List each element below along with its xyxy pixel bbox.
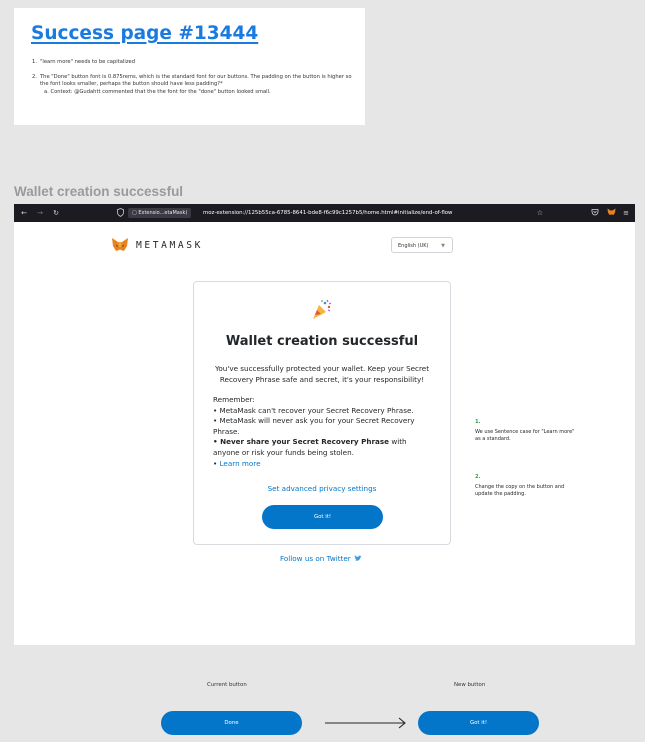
annotation-text: Change the copy on the button and update the padding. bbox=[475, 484, 565, 498]
arrow-right-icon bbox=[325, 716, 407, 730]
list-item-number: 2. bbox=[32, 73, 37, 80]
twitter-bird-icon bbox=[354, 555, 362, 562]
advanced-privacy-link[interactable]: Set advanced privacy settings bbox=[267, 484, 377, 493]
note-card bbox=[14, 8, 365, 125]
metamask-fox-icon bbox=[111, 237, 129, 253]
reminder-item bbox=[213, 459, 435, 470]
note-list bbox=[32, 59, 358, 96]
puzzle-icon: ▢ bbox=[132, 210, 139, 216]
card-description: You've successfully protected your wallet. Keep your Secret Recovery Phrase safe and secret, it's your responsibility! bbox=[214, 364, 430, 384]
reminder-heading: Remember: bbox=[213, 395, 255, 404]
extension-identity-label: Extensio...etaMask) bbox=[138, 210, 188, 216]
forward-icon[interactable]: → bbox=[37, 209, 43, 217]
annotation-text: We use Sentence case for "Learn more" as a standard. bbox=[475, 429, 575, 443]
annotation-number: 1. bbox=[475, 419, 481, 425]
reminder-item: • MetaMask can't recover your Secret Recovery Phrase. bbox=[213, 405, 414, 415]
annotation-number: 2. bbox=[475, 474, 481, 480]
list-item-text: "learn more" needs to be capitalized bbox=[40, 59, 136, 65]
note-title[interactable]: Success page #13444 bbox=[31, 23, 259, 44]
list-item bbox=[32, 74, 358, 97]
reminder-item: • MetaMask will never ask you for your Secret Recovery Phrase. bbox=[213, 416, 415, 436]
reminder-item-bold: • Never share your Secret Recovery Phrase bbox=[213, 437, 390, 447]
reload-icon[interactable]: ↻ bbox=[53, 209, 59, 217]
learn-more-link[interactable]: Learn more bbox=[219, 458, 261, 468]
url-text[interactable]: moz-extension://125b55ca-6785-8641-bde8-f6c99c1257b5/home.html#initialize/end-of-flow bbox=[203, 210, 453, 216]
reminder-item-rest: with anyone or risk your funds being stolen. bbox=[213, 437, 407, 457]
pocket-icon[interactable] bbox=[590, 208, 600, 218]
menu-icon[interactable]: ≡ bbox=[623, 209, 629, 217]
shield-icon[interactable] bbox=[117, 208, 125, 218]
twitter-link-label: Follow us on Twitter bbox=[280, 554, 351, 563]
list-item-number: 1. bbox=[32, 59, 37, 65]
reminder-item bbox=[213, 437, 435, 458]
list-item-text: The "Done" button font is 0.875rems, which is the standard font for our buttons. The padding on the button is higher so the font looks smaller, perhaps the button should have less padding?* bbox=[40, 73, 352, 88]
success-card bbox=[193, 281, 451, 545]
new-got-it-button[interactable]: Got it! bbox=[418, 711, 539, 735]
party-popper-icon bbox=[310, 297, 334, 321]
card-title: Wallet creation successful bbox=[225, 334, 419, 349]
new-button-label: New button bbox=[454, 682, 486, 688]
language-select-value: English (UK) bbox=[398, 243, 429, 249]
annotation-1 bbox=[475, 419, 575, 444]
twitter-link[interactable] bbox=[280, 554, 362, 563]
current-button-label: Current button bbox=[207, 682, 247, 688]
back-icon[interactable]: ← bbox=[21, 209, 27, 217]
chevron-down-icon: ▼ bbox=[441, 243, 445, 249]
current-done-button[interactable]: Done bbox=[161, 711, 302, 735]
got-it-button[interactable]: Got it! bbox=[262, 505, 383, 529]
section-heading: Wallet creation successful bbox=[14, 184, 184, 199]
browser-window bbox=[14, 204, 635, 645]
list-sub-item: a. Context: @Gudahtt commented that the the font for the "done" button looked small. bbox=[44, 88, 271, 95]
annotation-2 bbox=[475, 474, 575, 499]
language-select[interactable] bbox=[391, 237, 453, 253]
url-bar[interactable] bbox=[117, 207, 543, 219]
bookmark-star-icon[interactable]: ☆ bbox=[536, 209, 543, 217]
browser-toolbar bbox=[14, 204, 635, 222]
metamask-extension-icon[interactable] bbox=[606, 208, 616, 218]
bullet-marker: • bbox=[213, 458, 220, 468]
extension-identity-pill[interactable] bbox=[128, 208, 191, 218]
brand-wordmark: METAMASK bbox=[136, 240, 204, 251]
list-item bbox=[32, 59, 358, 67]
reminder-list bbox=[213, 395, 435, 469]
